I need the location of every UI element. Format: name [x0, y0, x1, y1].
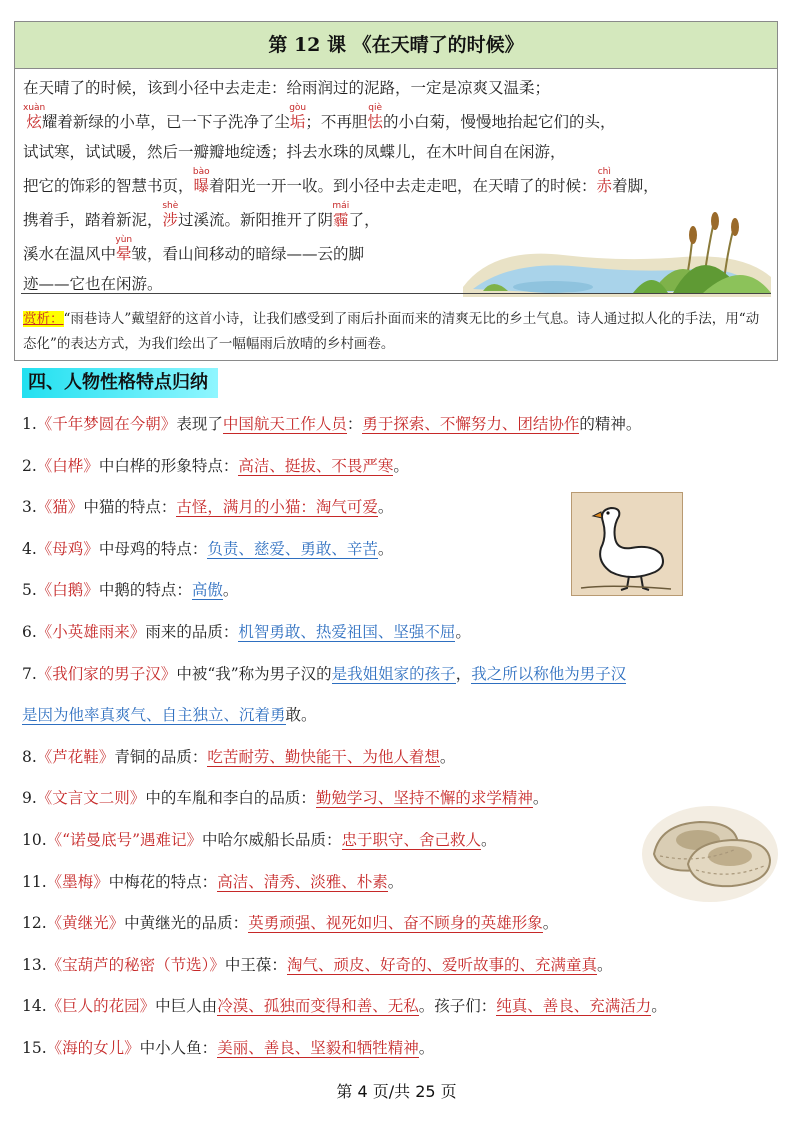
- lesson-box: [14, 21, 778, 361]
- list-item: 10.《“诺曼底号”遇难记》中哈尔威船长品质：忠于职守、舍己救人。: [22, 830, 497, 849]
- appreciation-text: “雨巷诗人”戴望舒的这首小诗，让我们感受到了雨后扑面而来的清爽无比的乡土气息。诗人通过拟人化的手法，用“动态化”的表达方式，为我们绘出了一幅幅雨后放晴的乡村画卷。: [23, 311, 760, 352]
- poem-line: 携着手，踏着新泥，涉shè过溪流。新阳推开了阴霾mái了，: [23, 201, 380, 229]
- list-item: 2.《白桦》中白桦的形象特点：高洁、挺拔、不畏严寒。: [22, 456, 409, 475]
- poem-line: 试试寒，试试暖，然后一瓣瓣地绽透；抖去水珠的凤蝶儿，在木叶间自在闲游，: [23, 143, 566, 161]
- pond-reeds-icon: [453, 207, 773, 297]
- list-item: 13.《宝葫芦的秘密（节选）》中王葆：淘气、顽皮、好奇的、爱听故事的、充满童真。: [22, 955, 613, 974]
- lesson-title: 第 12 课 《在天晴了的时候》: [15, 22, 777, 69]
- list-item: 11.《墨梅》中梅花的特点：高洁、清秀、淡雅、朴素。: [22, 872, 404, 891]
- list-item: 4.《母鸡》中母鸡的特点：负责、慈爱、勇敢、辛苦。: [22, 539, 394, 558]
- list-item: 14.《巨人的花园》中巨人由冷漠、孤独而变得和善、无私。孩子们：纯真、善良、充满活力。: [22, 997, 667, 1016]
- divider: [21, 293, 771, 294]
- poem-line: 溪水在温风中晕yùn皱，看山间移动的暗绿——云的脚: [23, 235, 365, 263]
- poem-line: 在天晴了的时候，该到小径中去走走：给雨润过的泥路，一定是凉爽又温柔；: [23, 79, 551, 97]
- list-item: 6.《小英雄雨来》雨来的品质：机智勇敢、热爱祖国、坚强不屈。: [22, 622, 471, 641]
- poem-line: 迹——它也在闲游。: [23, 275, 163, 293]
- reed-shoes-icon: [640, 794, 780, 904]
- poem-line: 炫xuàn耀着新绿的小草，已一下子洗净了尘垢gòu；不再胆怯qiè的小白菊，慢慢地抬起它们的头，: [23, 103, 616, 131]
- list-item: 1.《千年梦圆在今朝》表现了中国航天工作人员：勇于探索、不懈努力、团结协作的精神。: [22, 415, 642, 433]
- appreciation-label: 赏析：: [23, 311, 64, 327]
- list-item: 7.《我们家的男子汉》中被“我”称为男子汉的是我姐姐家的孩子，我之所以称他为男子汉 是因为他率真爽气、自主独立、沉着勇敢。: [22, 664, 627, 725]
- list-item: 8.《芦花鞋》青铜的品质：吃苦耐劳、勤快能干、为他人着想。: [22, 747, 456, 766]
- section-heading: 四、人物性格特点归纳: [22, 368, 218, 398]
- list-item: 12.《黄继光》中黄继光的品质：英勇顽强、视死如归、奋不顾身的英雄形象。: [22, 914, 559, 933]
- list-item: 15.《海的女儿》中小人鱼：美丽、善良、坚毅和牺牲精神。: [22, 1038, 435, 1057]
- list-item: 9.《文言文二则》中的车胤和李白的品质：勤勉学习、坚持不懈的求学精神。: [22, 789, 549, 808]
- appreciation: [23, 307, 769, 357]
- page-number: 第 4 页/共 25 页: [336, 1082, 457, 1101]
- list-item: 3.《猫》中猫的特点：古怪，满月的小猫：淘气可爱。: [22, 498, 394, 517]
- goose-icon: [571, 492, 683, 596]
- list-item: 5.《白鹅》中鹅的特点：高傲。: [22, 581, 239, 600]
- poem-line: 把它的饰彩的智慧书页，曝bào着阳光一开一收。到小径中去走走吧，在天晴了的时候：赤chì着脚，: [23, 167, 659, 195]
